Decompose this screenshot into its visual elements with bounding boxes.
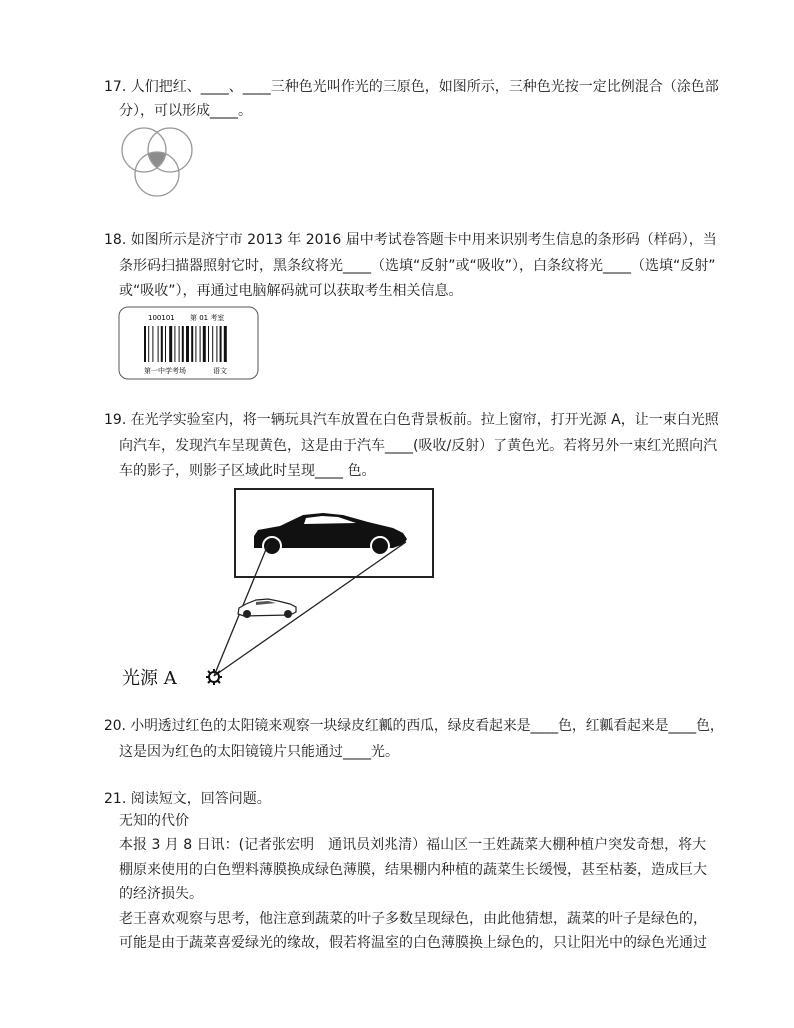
q21-paragraph2-line1: 老王喜欢观察与思考，他注意到蔬菜的叶子多数呈现绿色，由此他猜想，蔬菜的叶子是绿色的， xyxy=(119,911,707,927)
three-circle-color-diagram xyxy=(118,126,198,202)
q21-paragraph1-line3: 的经济损失。 xyxy=(119,886,203,902)
q20-text-line1: 20. 小明透过红色的太阳镜来观察一块绿皮红瓤的西瓜，绿皮看起来是____色，红瓤看起来是____色， xyxy=(104,718,724,734)
q21-paragraph2-line2: 可能是由于蔬菜喜爱绿光的缘故，假若将温室的白色薄膜换上绿色的，只让阳光中的绿色光通过 xyxy=(119,935,707,951)
toy-car xyxy=(238,599,296,618)
q21-heading: 21. 阅读短文，回答问题。 xyxy=(104,791,271,807)
q17-text-line2: 分），可以形成____。 xyxy=(119,103,252,119)
barcode-subject: 语文 xyxy=(213,367,227,375)
q18-text-line2: 条形码扫描器照射它时，黑条纹将光____（选填“反射”或“吸收”），白条纹将光____（选填“反射” xyxy=(119,258,716,274)
q21-article-title: 无知的代价 xyxy=(119,813,189,829)
q19-text-line2: 向汽车，发现汽车呈现黄色，这是由于汽车____(吸收/反射）了黄色光。若将另外一束红光照向汽 xyxy=(119,438,718,454)
light-source-icon xyxy=(206,669,222,685)
barcode-school: 第一中学考场 xyxy=(144,367,186,375)
barcode-number: 100101 xyxy=(148,314,175,322)
q18-text-line3: 或“吸收”），再通过电脑解码就可以获取考生相关信息。 xyxy=(119,283,463,299)
toy-car-light-diagram xyxy=(118,486,438,692)
q20-text-line2: 这是因为红色的太阳镜镜片只能通过____光。 xyxy=(119,744,399,760)
barcode-sample-card xyxy=(118,306,260,382)
q19-text-line3: 车的影子，则影子区域此时呈现____ 色。 xyxy=(119,463,376,479)
q21-paragraph1-line1: 本报 3 月 8 日讯：(记者张宏明 通讯员刘兆清）福山区一王姓蔬菜大棚种植户突发奇想，将大 xyxy=(119,837,707,853)
barcode-room: 第 01 考室 xyxy=(190,314,225,322)
q17-text-line1: 17. 人们把红、____、____三种色光叫作光的三原色，如图所示，三种色光按一定比例混合（涂色部 xyxy=(104,79,719,95)
car-shadow xyxy=(254,513,407,555)
q18-text-line1: 18. 如图所示是济宁市 2013 年 2016 届中考试卷答题卡中用来识别考生信息的条形码（样码），当 xyxy=(104,232,717,248)
q21-paragraph1-line2: 棚原来使用的白色塑料薄膜换成绿色薄膜，结果棚内种植的蔬菜生长缓慢，甚至枯萎，造成巨大 xyxy=(119,862,707,878)
light-source-label: 光源 A xyxy=(122,668,177,689)
q19-text-line1: 19. 在光学实验室内，将一辆玩具汽车放置在白色背景板前。拉上窗帘，打开光源 A，让一束白光照 xyxy=(104,412,719,428)
